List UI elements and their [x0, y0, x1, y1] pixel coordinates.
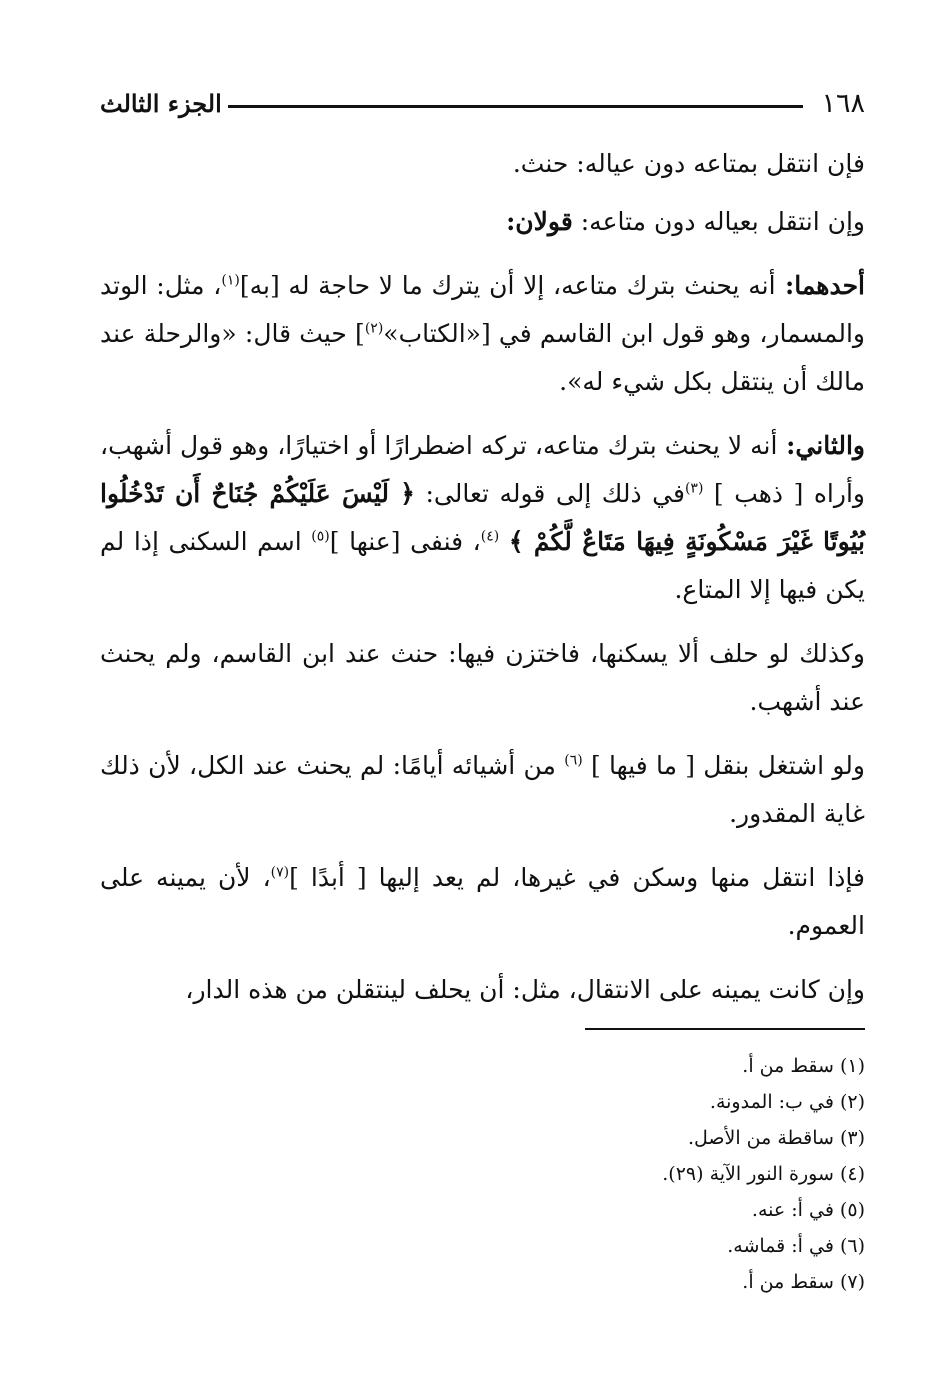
- running-title: الجزء الثالث: [100, 89, 222, 118]
- footnote-ref-2: (٢): [364, 320, 384, 337]
- footnote-ref-6: (٦): [564, 752, 583, 769]
- paragraph-7: [100, 854, 865, 950]
- paragraph-7-text-b: ، لأن يمينه على العموم.: [100, 863, 865, 940]
- footnote-ref-5: (٥): [311, 528, 330, 545]
- paragraph-4: [100, 422, 865, 614]
- paragraph-3-text-b: ، مثل: الوتد والمسمار، وهو قول ابن القاسم في [«الكتاب»: [100, 271, 865, 348]
- footnote-1: (١) سقط من أ.: [742, 1055, 865, 1077]
- paragraph-4-text-a: أنه لا يحنث بترك متاعه، تركه اضطرارًا أو اختيارًا، وهو قول أشهب، وأراه [ ذهب ]: [100, 431, 865, 508]
- footnote-3: (٣) ساقطة من الأصل.: [687, 1127, 865, 1149]
- footnote-ref-3: (٣): [684, 480, 704, 497]
- quran-verse: ﴿ لَيْسَ عَلَيْكُمْ جُنَاحٌ أَن تَدْخُلُوا بُيُوتًا غَيْرَ مَسْكُونَةٍ فِيهَا مَتَاعٌ لَّكُمْ ﴾: [100, 479, 866, 556]
- paragraph-3: [100, 262, 865, 406]
- paragraph-8: [100, 966, 865, 1014]
- header-rule: [228, 105, 803, 108]
- paragraph-2-text: وإن انتقل بعياله دون متاعه:: [572, 207, 865, 236]
- paragraph-1: [100, 140, 865, 188]
- paragraph-4-text-b: في ذلك إلى قوله تعالى:: [414, 479, 685, 508]
- main-text: [100, 140, 865, 1030]
- footnote-6: (٦) في أ: قماشه.: [727, 1235, 865, 1257]
- paragraph-4-text-d: اسم السكنى إذا لم يكن فيها إلا المتاع.: [100, 527, 865, 604]
- page-number: ١٦٨: [821, 88, 865, 119]
- footnote-7: (٧) سقط من أ.: [742, 1271, 865, 1293]
- paragraph-3-text-a: أنه يحنث بترك متاعه، إلا أن يترك ما لا حاجة له [به]: [239, 271, 776, 300]
- paragraph-5-text: وكذلك لو حلف ألا يسكنها، فاختزن فيها: حنث عند ابن القاسم، ولم يحنث عند أشهب.: [100, 639, 865, 716]
- paragraph-6-text-a: ولو اشتغل بنقل [ ما فيها ]: [591, 751, 865, 780]
- footnotes: [365, 1048, 865, 1300]
- paragraph-2: [100, 198, 865, 246]
- paragraph-3-lead: أحدهما:: [775, 271, 866, 300]
- footnote-2: (٢) في ب: المدونة.: [709, 1091, 865, 1113]
- footnote-ref-7: (٧): [270, 864, 290, 881]
- paragraph-5: [100, 630, 865, 726]
- footnote-5: (٥) في أ: عنه.: [751, 1199, 865, 1221]
- book-page: [100, 70, 865, 1330]
- paragraph-7-text-a: فإذا انتقل منها وسكن في غيرها، لم يعد إليها [ أبدًا ]: [289, 863, 865, 892]
- page-header: [100, 84, 865, 124]
- paragraph-4-lead: والثاني:: [777, 431, 866, 460]
- paragraph-1-text: فإن انتقل بمتاعه دون عياله: حنث.: [512, 149, 865, 178]
- paragraph-6: [100, 742, 865, 838]
- paragraph-3-text-c: ] حيث قال: «والرحلة عند مالك أن ينتقل بكل شيء له».: [100, 319, 865, 396]
- footnote-4: (٤) سورة النور الآية (٢٩).: [662, 1163, 865, 1185]
- paragraph-2-bold: قولان:: [506, 207, 573, 236]
- footnote-ref-1: (١): [221, 272, 240, 289]
- paragraph-8-text: وإن كانت يمينه على الانتقال، مثل: أن يحلف لينتقلن من هذه الدار،: [185, 975, 865, 1004]
- paragraph-4-text-c: ، فنفى [عنها ]: [329, 527, 481, 556]
- footnote-rule: [585, 1028, 865, 1030]
- footnote-ref-4: (٤): [480, 528, 500, 545]
- paragraph-6-text-b: من أشيائه أيامًا: لم يحنث عند الكل، لأن ذلك غاية المقدور.: [100, 751, 865, 828]
